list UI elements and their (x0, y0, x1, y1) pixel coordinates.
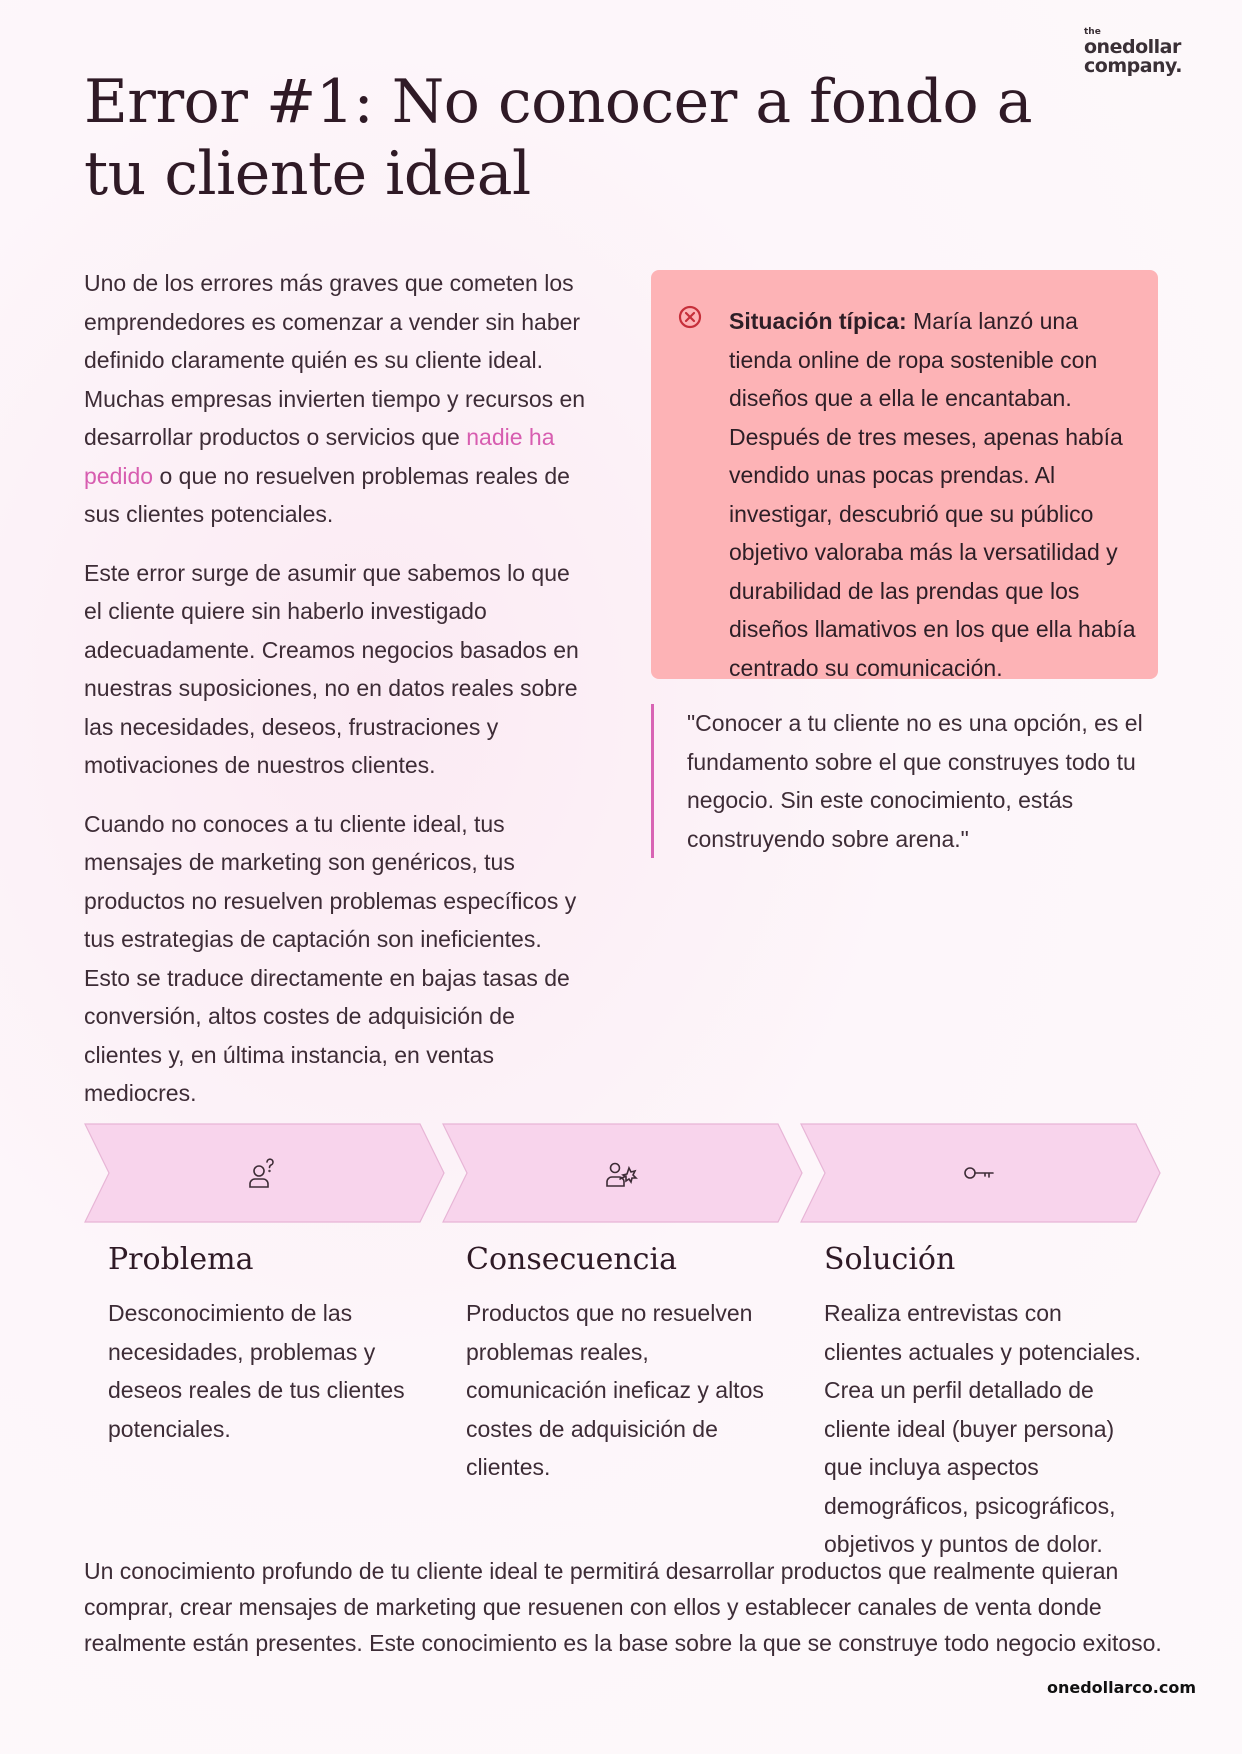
step-solution (824, 1240, 1146, 1564)
arrow-consequence (442, 1123, 804, 1223)
callout-text: María lanzó una tienda online de ropa sostenible con diseños que a ella le encantaban. Después de tres meses, apenas había vendido unas pocas prendas. Al investigar, descubrió que su público objetivo valoraba más la versatilidad y durabilidad de las prendas que los diseños llamativos en los que ella había centrado su comunicación. (729, 308, 1136, 681)
arrow-solution (800, 1123, 1162, 1223)
step-title: Consecuencia (466, 1242, 677, 1277)
logo-the: the (1084, 27, 1101, 37)
step-title: Solución (824, 1242, 956, 1277)
callout-body (729, 302, 1138, 687)
footer-url: onedollarco.com (1046, 1678, 1196, 1697)
step-consequence (466, 1240, 786, 1487)
logo-line-1: onedollar (1084, 36, 1181, 58)
step-description: Desconocimiento de las necesidades, problemas y deseos reales de tus clientes potenciales. (108, 1300, 405, 1442)
intro-p1-start: Uno de los errores más graves que cometen los emprendedores es comenzar a vender sin haber definido claramente quién es su cliente ideal. Muchas empresas invierten tiempo y recursos en desarrollar productos o servicios que (84, 270, 586, 450)
key-icon (962, 1156, 996, 1190)
intro-p1-end: o que no resuelven problemas reales de sus clientes potenciales. (84, 462, 570, 527)
step-problem (108, 1240, 428, 1448)
callout-label: Situación típica: (729, 308, 907, 334)
step-description: Realiza entrevistas con clientes actuales y potenciales. Crea un perfil detallado de cliente ideal (buyer persona) que incluya aspectos demográficos, psicográficos, objetivos y puntos de dolor. (824, 1300, 1142, 1557)
step-description: Productos que no resuelven problemas reales, comunicación ineficaz y altos costes de adquisición de clientes. (466, 1300, 764, 1480)
intro-paragraph-3: Cuando no conoces a tu cliente ideal, tus mensajes de marketing son genéricos, tus productos no resuelven problemas específicos y tus estrategias de captación son ineficientes. Esto se traduce directamente en bajas tasas de conversión, altos costes de adquisición de clientes y, en última instancia, en ventas mediocres. (84, 810, 577, 1106)
user-question-icon (246, 1156, 280, 1190)
closing-paragraph: Un conocimiento profundo de tu cliente ideal te permitirá desarrollar productos que realmente quieran comprar, crear mensajes de marketing que resuenen con ellos y establecer canales de venta donde realmente están presentes. Este conocimiento es la base sobre la que se construye todo negocio exitoso. (84, 1558, 1162, 1656)
process-arrows (84, 1123, 1160, 1223)
intro-paragraph-2: Este error surge de asumir que sabemos lo que el cliente quiere sin haberlo investigado adecuadamente. Creamos negocios basados en nuestras suposiciones, no en datos reales sobre las necesidades, deseos, frustraciones y motivaciones de nuestros clientes. (84, 559, 579, 778)
arrow-problem (84, 1123, 446, 1223)
intro-paragraph-1 (84, 264, 594, 534)
step-title: Problema (108, 1242, 254, 1277)
intro-text (84, 264, 594, 1133)
user-frustration-icon (604, 1156, 638, 1190)
logo-line-2: company. (1084, 55, 1182, 77)
page-title: Error #1: No conocer a fondo a tu cliente ideal (84, 67, 1033, 209)
highlight-text: nadie ha pedido (84, 424, 555, 489)
pull-quote: "Conocer a tu cliente no es una opción, es el fundamento sobre el que construyes todo tu negocio. Sin este conocimiento, estás construyendo sobre arena." (651, 704, 1151, 858)
typical-situation-callout (651, 270, 1158, 679)
company-logo (1084, 28, 1200, 76)
x-circle-icon (677, 304, 703, 330)
